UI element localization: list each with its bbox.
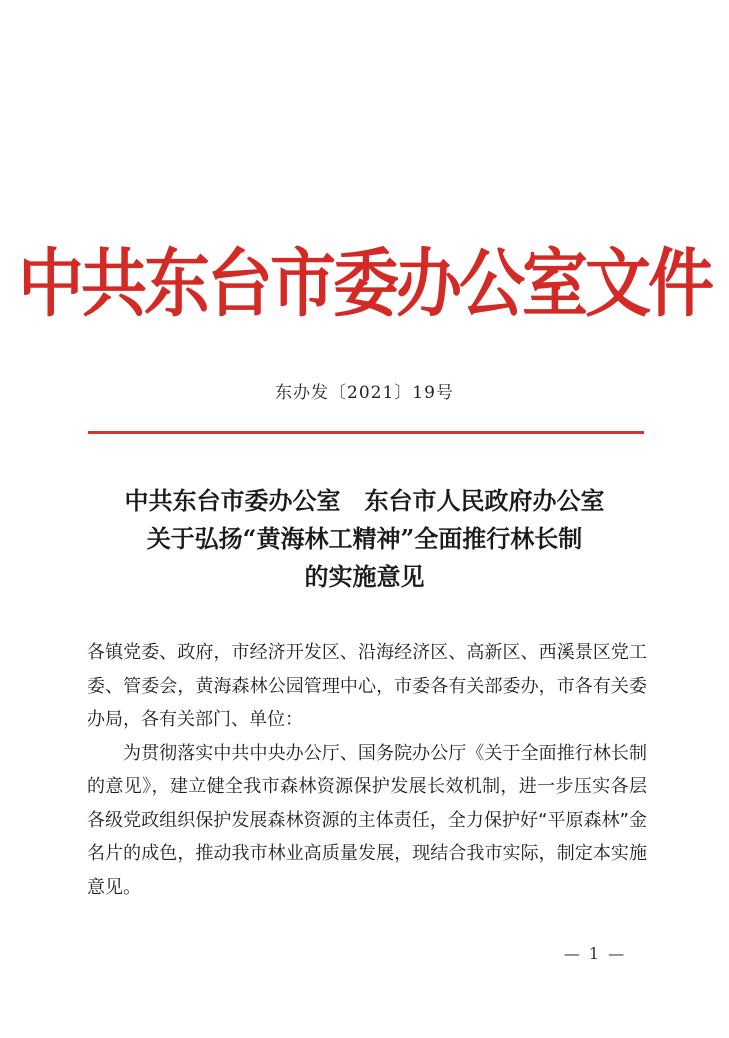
recipients-paragraph: 各镇党委、政府，市经济开发区、沿海经济区、高新区、西溪景区党工委、管委会，黄海森林公园管理中心，市委各有关部委办，市各有关委办局，各有关部门、单位： bbox=[87, 642, 647, 730]
document-body bbox=[87, 636, 647, 904]
title-issuer-1: 中共东台市委办公室 bbox=[124, 486, 341, 515]
red-divider-line bbox=[88, 431, 644, 434]
title-line-3: 的实施意见 bbox=[304, 562, 425, 591]
title-line-2: 关于弘扬“黄海林工精神”全面推行林长制 bbox=[146, 524, 583, 553]
page-number: — 1 — bbox=[563, 944, 627, 963]
body-paragraph-1: 为贯彻落实中共中央办公厅、国务院办公厅《关于全面推行林长制的意见》，建立健全我市森林资源保护发展长效机制，进一步压实各层各级党政组织保护发展森林资源的主体责任，全力保护好“平原森林”金名片的成色，推动我市林业高质量发展，现结合我市实际，制定本实施意见。 bbox=[87, 742, 647, 898]
title-issuer-2: 东台市人民政府办公室 bbox=[364, 486, 605, 515]
document-title bbox=[0, 482, 729, 596]
issuer-header: 中共东台市委办公室文件 bbox=[18, 239, 711, 327]
document-number: 东办发〔2021〕19号 bbox=[275, 383, 454, 403]
title-line-1 bbox=[0, 482, 729, 520]
